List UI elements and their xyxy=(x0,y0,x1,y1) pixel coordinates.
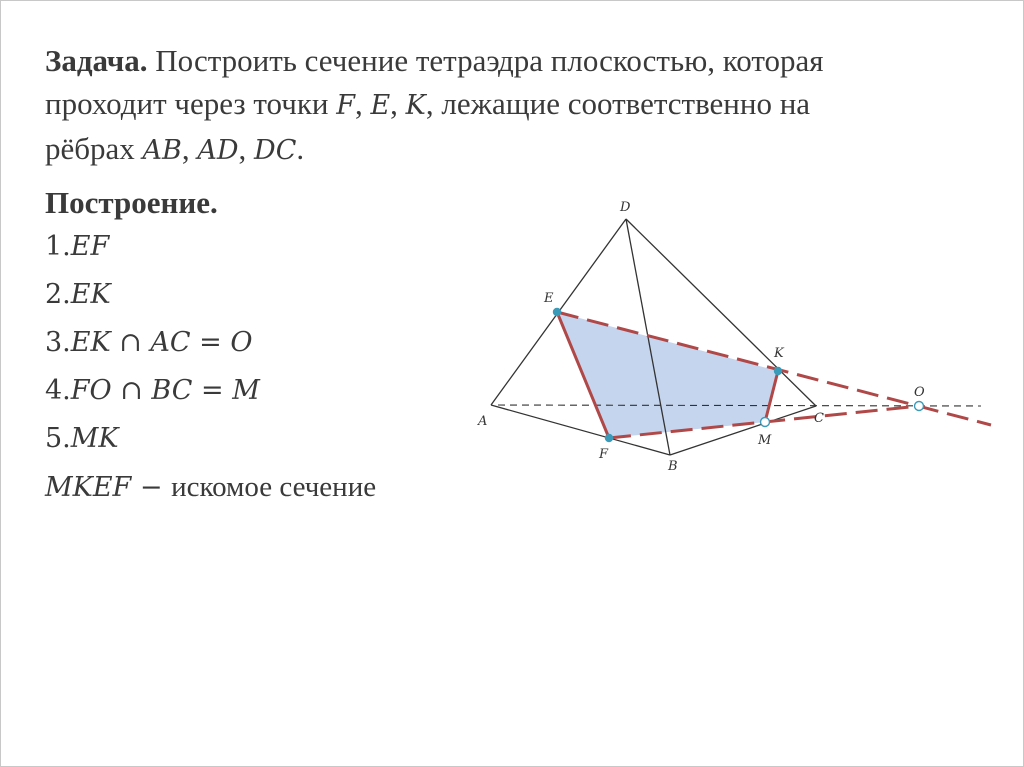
section-polygon xyxy=(557,312,778,438)
tetrahedron-diagram xyxy=(1,1,1023,766)
task-text-2b: , лежащие соответственно на xyxy=(425,86,811,121)
label-c: C xyxy=(814,411,824,426)
step-expression: EF xyxy=(70,231,110,262)
label-m: M xyxy=(758,433,772,448)
point-f-ref: F xyxy=(336,90,355,121)
line-ac-extended xyxy=(498,405,981,406)
point-e-ref: E xyxy=(370,90,391,121)
sep: , xyxy=(390,86,406,121)
point-f xyxy=(606,435,613,442)
step-number: 4. xyxy=(45,375,71,406)
point-k xyxy=(775,368,782,375)
step-expression: MK xyxy=(70,423,119,454)
label-e: E xyxy=(544,291,554,306)
step-number: 1. xyxy=(45,231,71,262)
step-number: 5. xyxy=(45,423,71,454)
edge-ab-ref: AB xyxy=(142,135,182,166)
label-k: K xyxy=(774,346,784,361)
task-text-1: Построить сечение тетраэдра плоскостью, которая xyxy=(155,43,824,78)
point-o xyxy=(915,402,924,411)
edge-dc-ref: DC xyxy=(254,135,297,166)
task-label: Задача. xyxy=(45,43,148,78)
point-m xyxy=(761,418,770,427)
step-expression: EK xyxy=(70,279,111,310)
result-text: искомое сечение xyxy=(171,471,377,503)
point-e xyxy=(554,309,561,316)
step-expression: EK ∩ AC = O xyxy=(70,327,253,358)
step-expression: FO ∩ BC = M xyxy=(70,375,260,406)
sep: , xyxy=(181,131,198,166)
edge-ad-ref: AD xyxy=(197,135,239,166)
task-text-2a: проходит через точки xyxy=(45,86,337,121)
label-o: O xyxy=(914,385,925,400)
sep: , xyxy=(238,131,255,166)
point-k-ref: K xyxy=(405,90,426,121)
sep: , xyxy=(354,86,371,121)
label-d: D xyxy=(620,200,631,215)
result-expression: MKEF − xyxy=(45,472,172,503)
step-number: 3. xyxy=(45,327,71,358)
label-a: A xyxy=(478,414,488,429)
label-b: B xyxy=(668,459,678,474)
task-text-3a: рёбрах xyxy=(45,131,143,166)
construction-heading: Построение. xyxy=(45,185,218,220)
period: . xyxy=(296,131,305,166)
label-f: F xyxy=(599,447,609,462)
step-number: 2. xyxy=(45,279,71,310)
